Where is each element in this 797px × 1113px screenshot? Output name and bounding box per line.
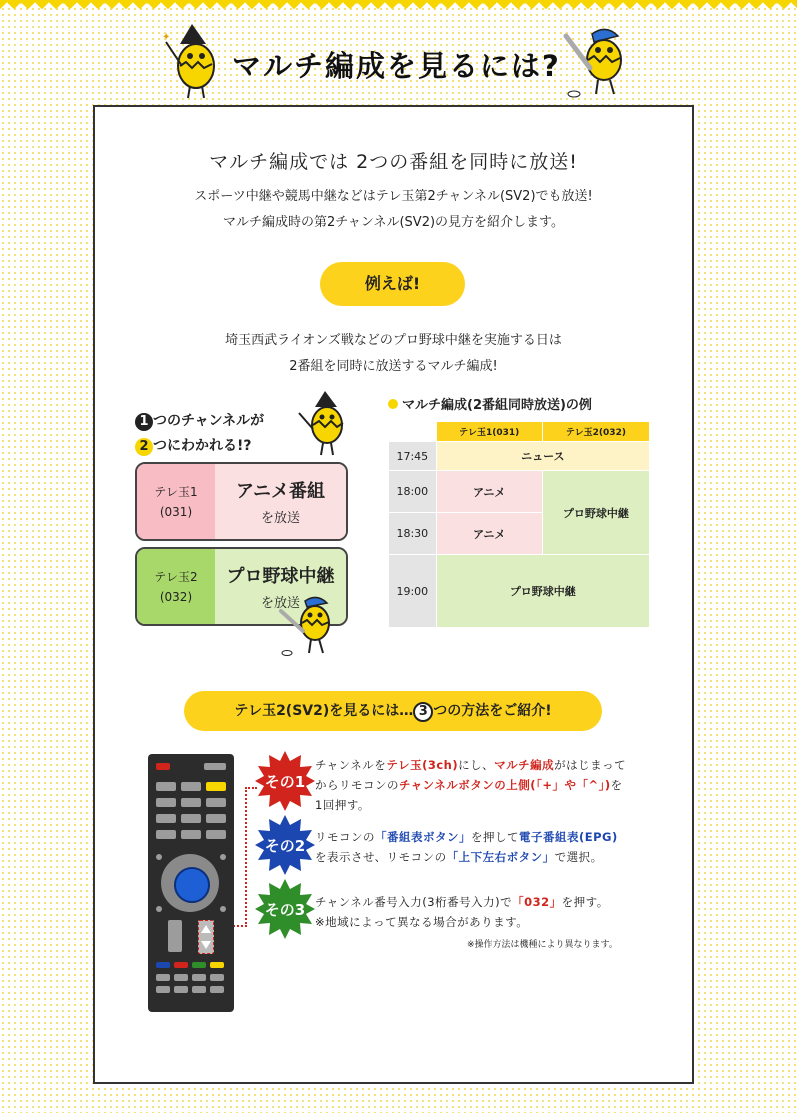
remote-btn (156, 830, 176, 839)
svg-text:✦: ✦ (162, 32, 171, 43)
remote-btn (192, 974, 206, 981)
title-area (0, 30, 797, 100)
s2-l1d: 電子番組表(EPG) (519, 830, 618, 844)
remote-ok-button (174, 867, 210, 903)
remote-btn (181, 814, 201, 823)
time-1900: 19:00 (389, 555, 437, 628)
mascot-wizard-small-icon (295, 389, 355, 461)
step2-text (315, 827, 655, 867)
remote-yellow-button (210, 962, 224, 968)
methods-post: つの方法をご紹介! (433, 703, 552, 719)
channel-1-id (137, 464, 215, 539)
s1-l1c: にし、 (458, 758, 495, 772)
time-1800: 18:00 (389, 471, 437, 513)
s1-l3: 1回押す。 (315, 798, 370, 812)
remote-channel-rocker (198, 920, 214, 954)
schedule-table (388, 421, 650, 628)
channel-1-sub: を放送 (260, 511, 300, 526)
s2-l2b: 「上下左右ボタン」 (446, 850, 555, 864)
remote-btn (192, 986, 206, 993)
remote-btn (210, 986, 224, 993)
remote-btn (174, 974, 188, 981)
s1-l1d: マルチ編成 (494, 758, 555, 772)
cell-baseball-sv2: プロ野球中継 (542, 471, 649, 555)
methods-num: 3 (413, 702, 433, 722)
split-line2 (135, 435, 252, 456)
methods-pill (184, 691, 602, 731)
split-text1: つのチャンネルが (153, 413, 265, 429)
cell-anime-2: アニメ (436, 513, 542, 555)
channel-2-code: (032) (159, 589, 193, 604)
remote-blue-button (156, 962, 170, 968)
channel-1-program-area (215, 464, 346, 539)
step1-badge (255, 751, 315, 811)
remote-btn (156, 974, 170, 981)
remote-btn (210, 974, 224, 981)
step2-badge (255, 815, 315, 875)
step3-badge-label: その3 (264, 900, 306, 919)
step3-badge (255, 879, 315, 939)
channel-1-code: (031) (159, 504, 193, 519)
time-1830: 18:30 (389, 513, 437, 555)
intro-heading: マルチ編成では 2つの番組を同時に放送! (209, 151, 578, 173)
s2-l1a: リモコンの (315, 830, 375, 844)
cell-anime-1: アニメ (436, 471, 542, 513)
mascot-batter-small-icon (275, 593, 345, 663)
s3-l1b: 「032」 (512, 895, 562, 909)
s1-l2a: からリモコンの (315, 778, 399, 792)
channel-1-program: アニメ番組 (235, 481, 326, 502)
s1-l1a: チャンネルを (315, 758, 387, 772)
time-1745: 17:45 (389, 442, 437, 471)
s2-l1c: を押して (471, 830, 519, 844)
s3-l1a: チャンネル番号入力(3桁番号入力)で (315, 895, 513, 909)
s1-l1b: テレ玉(3ch) (386, 758, 459, 772)
s3-l1c: を押す。 (561, 895, 609, 909)
split-text2: つにわかれる!? (153, 438, 252, 454)
channel-2-program: プロ野球中継 (226, 566, 335, 587)
mascot-baseball-icon (560, 24, 640, 104)
channel-arrows-icon (199, 921, 213, 953)
remote-green-button (192, 962, 206, 968)
schedule-corner (389, 422, 437, 442)
s2-l2c: で選択。 (554, 850, 603, 864)
channel-2-name: テレ玉2 (154, 569, 198, 584)
remote-btn (156, 782, 176, 791)
split-num2: 2 (135, 438, 153, 456)
remote-btn (156, 814, 176, 823)
remote-btn (206, 814, 226, 823)
remote-btn (181, 782, 201, 791)
schedule-caption (388, 394, 592, 413)
remote-volume-rocker (168, 920, 182, 952)
remote-btn (206, 830, 226, 839)
example-line2: 2番組を同時に放送するマルチ編成! (289, 359, 498, 374)
channel-2-id (137, 549, 215, 624)
s2-l2a: を表示させ、リモコンの (315, 850, 447, 864)
step2-badge-label: その2 (264, 836, 306, 855)
bullet-icon (388, 399, 398, 409)
methods-pre: テレ玉2(SV2)を見るには… (234, 703, 414, 719)
remote-btn (181, 830, 201, 839)
remote-btn (156, 854, 162, 860)
cell-news: ニュース (436, 442, 649, 471)
remote-epg-button (206, 782, 226, 791)
footnote: ※操作方法は機種により異なります。 (467, 940, 618, 950)
remote-top-button (204, 763, 226, 770)
split-line1 (135, 410, 264, 431)
remote-btn (220, 854, 226, 860)
remote-btn (156, 986, 170, 993)
intro-line2: マルチ編成時の第2チャンネル(SV2)の見方を紹介します。 (222, 215, 564, 230)
page-title: マルチ編成を見るには? (232, 49, 561, 83)
remote-btn (156, 906, 162, 912)
remote-btn (206, 798, 226, 807)
example-line1: 埼玉西武ライオンズ戦などのプロ野球中継を実施する日は (225, 333, 562, 348)
s1-l2c: を (610, 778, 623, 792)
remote-control (148, 754, 234, 1012)
step1-badge-label: その1 (264, 772, 306, 791)
s2-l1b: 「番組表ボタン」 (375, 830, 471, 844)
s1-l2b: チャンネルボタンの上側(「+」や「^」) (399, 778, 611, 792)
schedule-col1: テレ玉1(031) (436, 422, 542, 442)
s1-l1e: がはじまって (554, 758, 627, 772)
remote-power-button (156, 763, 170, 770)
channel-box-1 (135, 462, 348, 541)
step3-text (315, 892, 655, 932)
schedule-col2: テレ玉2(032) (542, 422, 649, 442)
remote-btn (220, 906, 226, 912)
step1-text (315, 755, 655, 815)
remote-btn (156, 798, 176, 807)
zigzag-border (0, 0, 797, 14)
cell-baseball-both: プロ野球中継 (436, 555, 649, 628)
channel-1-name: テレ玉1 (154, 484, 198, 499)
split-num1: 1 (135, 413, 153, 431)
mascot-wizard-icon (160, 22, 232, 104)
connector-line (245, 787, 247, 927)
remote-red-button (174, 962, 188, 968)
s3-l2: ※地域によって異なる場合があります。 (315, 915, 529, 929)
remote-btn (181, 798, 201, 807)
intro-line1: スポーツ中継や競馬中継などはテレ玉第2チャンネル(SV2)でも放送! (194, 189, 593, 204)
example-pill: 例えば! (320, 262, 465, 306)
channel-2-sub: を放送 (260, 596, 300, 611)
schedule-caption-text: マルチ編成(2番組同時放送)の例 (402, 398, 592, 413)
remote-btn (174, 986, 188, 993)
